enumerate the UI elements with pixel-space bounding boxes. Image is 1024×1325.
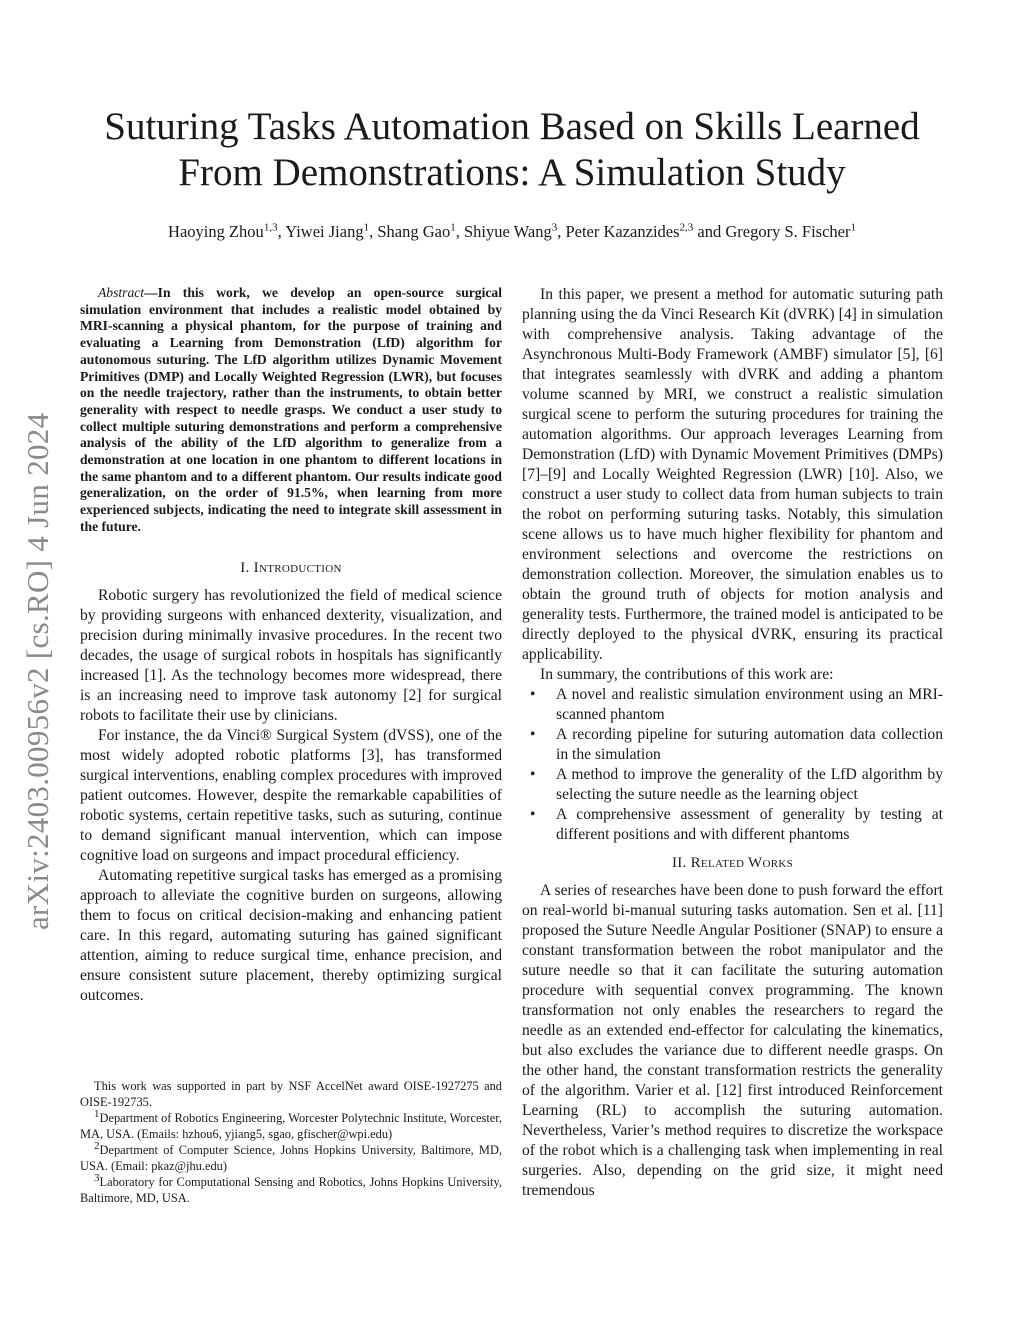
abstract-text: —In this work, we develop an open-source surgical simulation environment that includes a realistic model obtained by MRI-scanning a physical phantom, for the purpose of training and evaluating a Learning from Demonstration (LfD) algorithm for autonomous suturing. The LfD algorithm utilizes Dynamic Movement Primitives (DMP) and Locally Weighted Regression (LWR), but focuses on the needle trajectory, rather than the instruments, to obtain better generality with respect to needle grasps. We conduct a user study to collect multiple suturing demonstrations and perform a comprehensive analysis of the ability of the LfD algorithm to generalize from a demonstration at one location in one phantom to different locations in the same phantom and to a different phantom. Our results indicate good generalization, on the order of 91.5%, when learning from more experienced subjects, indicating the need to integrate skill assessment in the future. (80, 285, 502, 534)
paper-title (0, 104, 1024, 196)
paragraph: In summary, the contributions of this work are: (540, 666, 834, 683)
footnote (80, 1107, 502, 1142)
footnote-marker: 3 (94, 1171, 100, 1184)
author-name: Yiwei Jiang (285, 222, 364, 241)
author-affiliation: 3 (551, 221, 558, 234)
author-affiliation: 2,3 (679, 221, 694, 234)
left-column (80, 285, 502, 1006)
abstract-label: Abstract (98, 285, 145, 300)
list-item: • A method to improve the generality of the LfD algorithm by selecting the suture needle as the learning object (556, 765, 943, 805)
separator: and (693, 222, 726, 241)
paragraph: In this paper, we present a method for automatic suturing path planning using the da Vinci Research Kit (dVRK) [4] in simulation with comprehensive analysis. Taking advantage of the Asynchronous Multi-Body Framework (AMBF) simulator [5], [6] that integrates seamlessly with dVRK and adding a phantom volume scanned by MRI, we construct a realistic simulation surgical scene to perform the suturing procedures for training the automation algorithms. Our approach leverages Learning from Demonstration (LfD) with Dynamic Movement Primitives (DMPs) [7]–[9] and Locally Weighted Regression (LWR) [10]. Also, we construct a user study to collect data from human subjects to train the robot on performing suturing tasks. Notably, this simulation scene allows us to have much higher flexibility for phantom and environment selections and overcome the restrictions on demonstration collection. Moreover, the simulation enables us to obtain the ground truth of objects for motion analysis and generality tests. Furthermore, the trained model is anticipated to be directly deployed to the physical dVRK, ensuring its practical applicability. (522, 286, 943, 663)
title-line: From Demonstrations: A Simulation Study (178, 151, 846, 194)
right-column (522, 285, 943, 1201)
author-affiliation: 1 (363, 221, 370, 234)
section-heading-related-works: II. Related Works (671, 855, 794, 871)
section-heading-introduction: I. Introduction (240, 559, 342, 576)
footnotes (80, 1078, 502, 1206)
footnote-text: Department of Robotics Engineering, Worcester Polytechnic Institute, Worcester, MA, USA. (Emails: hzhou6, yjiang5, sgao, gfischer@wpi.edu) (80, 1111, 502, 1141)
footnote-text: This work was supported in part by NSF AccelNet award OISE-1927275 and OISE-192735. (80, 1079, 502, 1109)
footnote (80, 1139, 502, 1174)
footnote (80, 1078, 502, 1110)
author-name: Peter Kazanzides (565, 222, 680, 241)
author-affiliation: 1 (450, 221, 456, 234)
abstract (80, 285, 502, 536)
separator: , (369, 222, 378, 241)
list-item: • A recording pipeline for suturing automation data collection in the simulation (556, 725, 943, 765)
separator: , (455, 222, 464, 241)
separator: , (557, 222, 566, 241)
footnote (80, 1171, 502, 1206)
paragraph: Automating repetitive surgical tasks has emerged as a promising approach to alleviate the cognitive burden on surgeons, allowing them to focus on critical decision-making and enhancing patient care. In this regard, automating suturing has gained significant attention, aiming to reduce surgical time, enhance precision, and ensure consistent suture placement, thereby optimizing surgical outcomes. (80, 866, 502, 1004)
paragraph: Robotic surgery has revolutionized the field of medical science by providing surgeons with enhanced dexterity, visualization, and precision during minimally invasive procedures. In the recent two decades, the usage of surgical robots in hospitals has significantly increased [1]. As the technology becomes more widespread, there is an increasing need to improve task autonomy [2] for surgical robots to facilitate their use by clinicians. (80, 586, 502, 724)
paragraph: A series of researches have been done to push forward the effort on real-world bi-manual suturing tasks automation. Sen et al. [11] proposed the Suture Needle Angular Positioner (SNAP) to ensure a constant transformation between the robot manipulator and the suture needle so that it can facilitate the suturing automation procedure with sequential convex programming. The known transformation not only enables the researchers to regard the needle as an extended end-effector for calculating the kinematics, but also excludes the variance due to different needle grasps. On the other hand, the constant transformation restricts the generality of the algorithm. Varier et al. [12] first introduced Reinforcement Learning (RL) to accomplish the suturing automation. Nevertheless, Varier’s method requires to discretize the workspace of the robot which is a challenging task when implementing in real surgeries. Also, depending on the grid size, it might need tremendous (522, 882, 943, 1199)
author-name: Gregory S. Fischer (725, 222, 851, 241)
author-list (0, 222, 1024, 242)
title-line: Suturing Tasks Automation Based on Skills Learned (104, 105, 920, 148)
list-item: • A comprehensive assessment of generality by testing at different positions and with different phantoms (556, 805, 943, 845)
author-name: Shang Gao (377, 222, 451, 241)
paragraph: For instance, the da Vinci® Surgical System (dVSS), one of the most widely adopted robotic platforms [3], has transformed surgical interventions, enabling complex procedures with improved patient outcomes. However, despite the remarkable capabilities of robotic systems, certain repetitive tasks, such as suturing, continue to demand significant manual intervention, which can impose cognitive load on surgeons and impact procedural efficiency. (80, 726, 502, 864)
arxiv-identifier-stamp: arXiv:2403.00956v2 [cs.RO] 4 Jun 2024 (20, 412, 55, 930)
separator: , (277, 222, 286, 241)
contributions-list (522, 685, 943, 845)
footnote-text: Laboratory for Computational Sensing and Robotics, Johns Hopkins University, Baltimore, MD, USA. (80, 1175, 502, 1205)
author-affiliation: 1,3 (263, 221, 278, 234)
author-affiliation: 1 (850, 221, 856, 234)
list-item: • A novel and realistic simulation environment using an MRI-scanned phantom (556, 685, 943, 725)
footnote-marker: 2 (94, 1139, 100, 1152)
footnote-text: Department of Computer Science, Johns Hopkins University, Baltimore, MD, USA. (Email: pkaz@jhu.edu) (80, 1143, 502, 1173)
author-name: Shiyue Wang (463, 222, 552, 241)
footnote-marker: 1 (94, 1107, 100, 1120)
author-name: Haoying Zhou (168, 222, 264, 241)
